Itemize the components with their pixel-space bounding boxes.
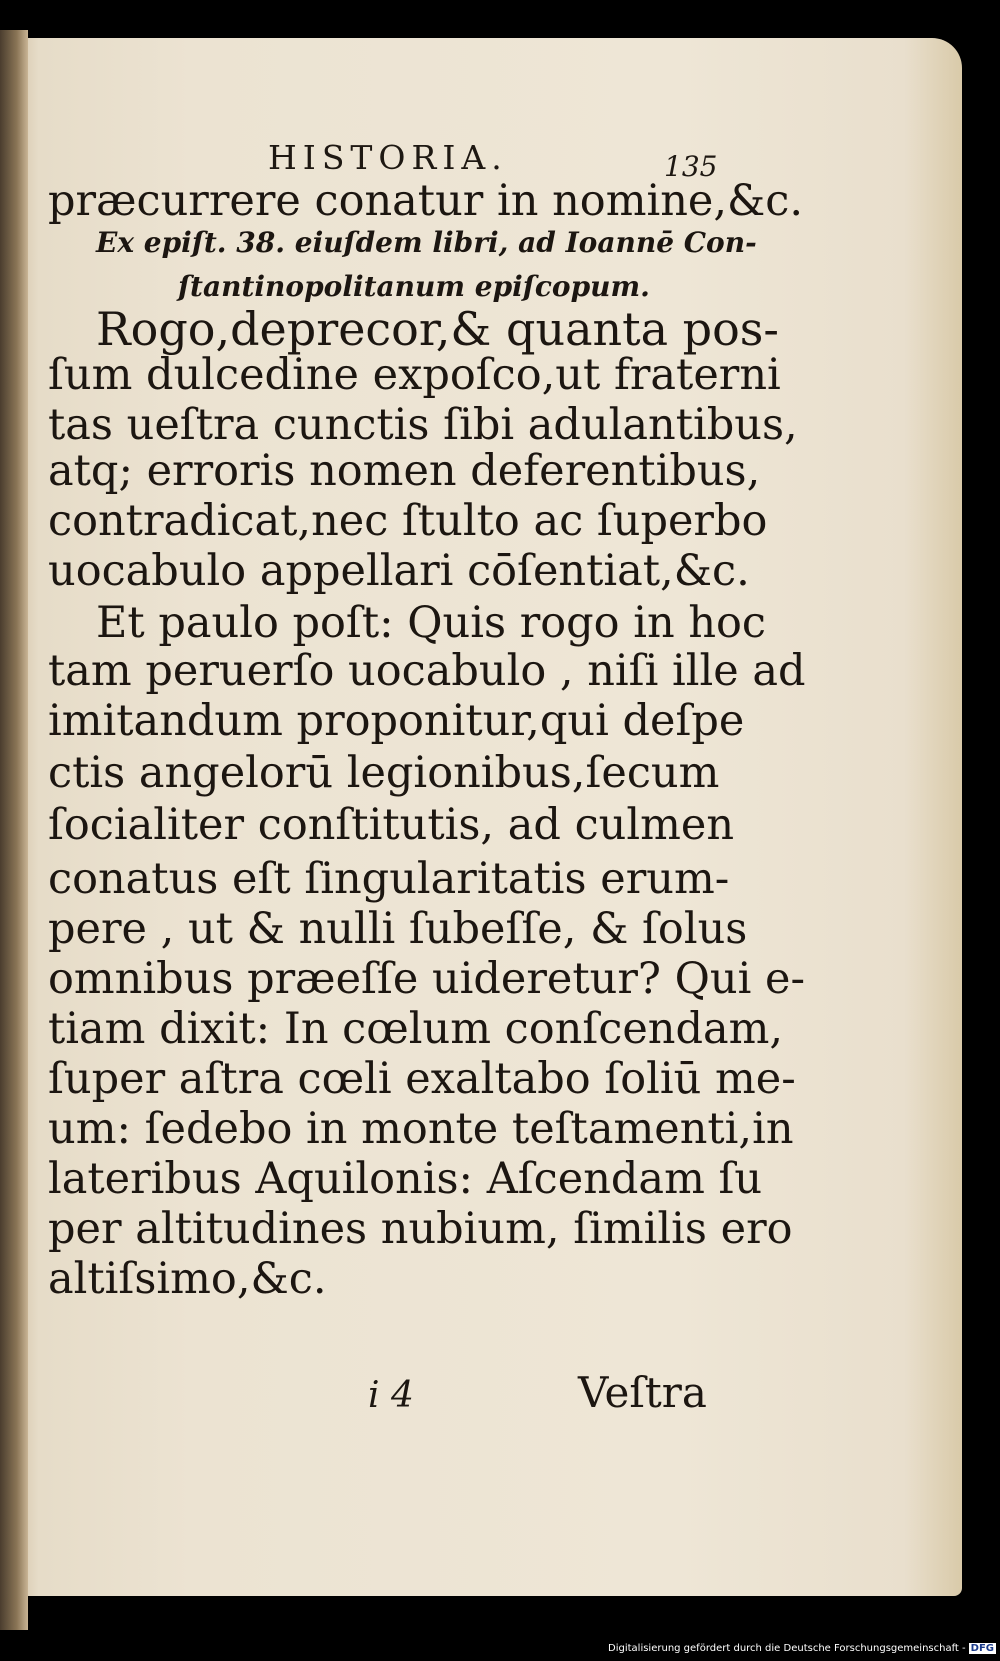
text-line: ſuper aſtra cœli exaltabo ſoliū me- bbox=[48, 1054, 796, 1104]
text-line: per altitudines nubium, ſimilis ero bbox=[48, 1204, 793, 1254]
running-head: HISTORIA. bbox=[268, 138, 508, 177]
text-line: omnibus præeſſe uideretur? Qui e- bbox=[48, 954, 805, 1004]
marginal-note-line: Ex epiſt. 38. eiuſdem libri, ad Ioannē Con- bbox=[96, 226, 757, 259]
marginal-note-line: ſtantinopolitanum epiſcopum. bbox=[178, 270, 650, 303]
text-line: Et paulo poſt: Quis rogo in hoc bbox=[96, 598, 767, 648]
text-line: altiſsimo,&c. bbox=[48, 1254, 327, 1304]
catchword: Veſtra bbox=[578, 1368, 707, 1417]
text-line: ctis angelorū legionibus,ſecum bbox=[48, 748, 720, 798]
text-line: Rogo,deprecor,& quanta pos- bbox=[96, 302, 779, 356]
page-number: 135 bbox=[664, 150, 718, 183]
credit-text: Digitalisierung gefördert durch die Deutsche Forschungsgemeinschaft - bbox=[608, 1643, 966, 1654]
text-line: imitandum proponitur,qui deſpe bbox=[48, 696, 745, 746]
text-line: conatus eſt ſingularitatis erum- bbox=[48, 854, 730, 904]
text-line: ſocialiter conſtitutis, ad culmen bbox=[48, 800, 735, 850]
text-line: tiam dixit: In cœlum conſcendam, bbox=[48, 1004, 784, 1054]
text-line: um: ſedebo in monte teſtamenti,in bbox=[48, 1104, 794, 1154]
text-line: contradicat,nec ſtulto ac ſuperbo bbox=[48, 496, 768, 546]
digitization-credit bbox=[608, 1643, 996, 1654]
text-line: pere , ut & nulli ſubeſſe, & ſolus bbox=[48, 904, 748, 954]
text-line: lateribus Aquilonis: Aſcendam ſu bbox=[48, 1154, 763, 1204]
text-line: ſum dulcedine expoſco,ut fraterni bbox=[48, 350, 781, 400]
text-line: præcurrere conatur in nomine,&c. bbox=[48, 176, 804, 226]
signature-mark: i 4 bbox=[368, 1375, 414, 1416]
dfg-logo: DFG bbox=[970, 1643, 994, 1654]
book-gutter bbox=[0, 30, 28, 1630]
text-line: uocabulo appellari cōſentiat,&c. bbox=[48, 546, 750, 596]
text-line: tam peruerſo uocabulo , niſi ille ad bbox=[48, 646, 806, 696]
text-line: tas ueſtra cunctis ſibi adulantibus, bbox=[48, 400, 798, 450]
text-line: atq; erroris nomen deferentibus, bbox=[48, 446, 761, 496]
